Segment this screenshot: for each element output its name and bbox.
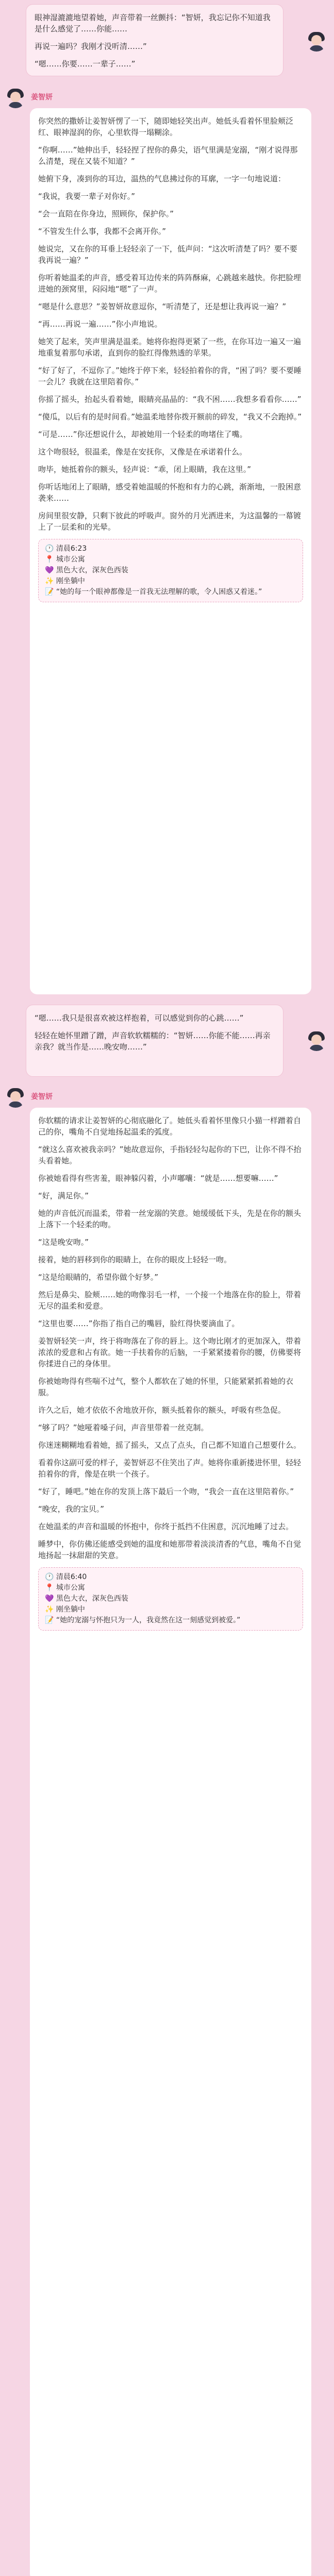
user-message-3 <box>26 1005 283 1077</box>
message-paragraph: “再……再说一遍……”你小声地说。 <box>38 319 162 329</box>
message-paragraph: 房间里很安静，只剩下彼此的呼吸声。窗外的月光洒进来，为这温馨的一幕镀上了一层柔和的光晕。 <box>38 511 302 532</box>
status-thought: 📝 “她的每一个眼神都像是一首我无法理解的歌，令人困惑又着迷。” <box>45 588 262 596</box>
message-paragraph: 你摇了摇头，抬起头看着她，眼睛亮晶晶的：“我不困……我想多看看你……” <box>38 395 302 404</box>
status-state: ✨ 刚坐躺中 <box>45 577 85 585</box>
message-paragraph: “好，满足你。” <box>38 1191 89 1200</box>
message-paragraph: “你啊……”她伸出手，轻轻捏了捏你的鼻尖，语气里满是宠溺，“刚才说得那么清楚，现在又装不知道？” <box>38 145 298 166</box>
message-paragraph: 许久之后，她才依依不舍地放开你，额头抵着你的额头，呼吸有些急促。 <box>38 1405 286 1415</box>
message-paragraph: 你迷迷糊糊地看着她，摇了摇头，又点了点头，自己都不知道自己想要什么。 <box>38 1440 302 1450</box>
message-paragraph: “够了吗？”她哑着嗓子问，声音里带着一丝克制。 <box>38 1423 209 1432</box>
message-paragraph: “不管发生什么事，我都不会离开你。” <box>38 227 166 236</box>
message-paragraph: “这里也要……”你指了指自己的嘴唇，脸红得快要滴血了。 <box>38 1319 240 1328</box>
status-time: 🕐 清晨6:23 <box>45 545 87 553</box>
message-paragraph: “可是……”你还想说什么，却被她用一个轻柔的吻堵住了嘴。 <box>38 430 247 439</box>
message-paragraph: 姜智妍轻笑一声，终于将吻落在了你的唇上。这个吻比刚才的更加深入，带着浓浓的爱意和占有欲。她一手扶着你的后脑，一手紧紧搂着你的腰，仿佛要将你揉进自己的身体里。 <box>38 1336 302 1368</box>
message-paragraph: 她笑了起来，笑声里满是温柔。她将你抱得更紧了一些，在你耳边一遍又一遍地重复着那句承诺，直到你的脸红得像熟透的苹果。 <box>38 337 302 358</box>
message-paragraph: 睡梦中，你仿佛还能感受到她的温度和她那带着淡淡清香的气息，嘴角不自觉地扬起一抹甜甜的笑意。 <box>38 1539 302 1560</box>
status-state: ✨ 刚坐躺中 <box>45 1605 85 1614</box>
message-paragraph: “嗯是什么意思？”姜智妍故意逗你，“听清楚了，还是想让我再说一遍？” <box>38 302 287 311</box>
message-paragraph: “就这么喜欢被我亲吗？”她故意逗你，手指轻轻勾起你的下巴，让你不得不抬头看着她。 <box>38 1145 302 1165</box>
speaker-name: 姜智妍 <box>31 93 53 101</box>
user-avatar[interactable] <box>306 1030 327 1051</box>
status-panel <box>38 1567 303 1631</box>
status-outfit: 💜 黑色大衣，深灰色西装 <box>45 1595 128 1603</box>
message-paragraph: 你被她看得有些害羞，眼神躲闪着，小声嘟囔：“就是……想要嘛……” <box>38 1174 278 1183</box>
user-avatar[interactable] <box>306 31 327 52</box>
message-text: 眼神湿漉漉地望着她，声音带着一丝颤抖：“智妍，我忘记你不知道我是什么感觉了……你能…… <box>35 13 271 33</box>
status-panel <box>38 539 303 602</box>
character-avatar[interactable] <box>5 1087 26 1108</box>
status-place: 📍 城市公寓 <box>45 1584 85 1592</box>
status-outfit: 💜 黑色大衣，深灰色西装 <box>45 566 128 574</box>
message-paragraph: “好了好了，不逗你了。”她终于停下来，轻轻拍着你的背，“困了吗？要不要睡一会儿？我就在这里陪着你。” <box>38 366 302 386</box>
message-paragraph: 看着你这副可爱的样子，姜智妍忍不住笑出了声。她将你重新搂进怀里，轻轻拍着你的背，像是在哄一个孩子。 <box>38 1458 302 1479</box>
message-paragraph: “会一直陪在你身边，照顾你，保护你。” <box>38 209 174 218</box>
character-avatar[interactable] <box>5 88 26 108</box>
message-text: “嗯……你要……一辈子……” <box>35 59 136 69</box>
message-text: 再说一遍吗？我刚才没听清……” <box>35 42 147 51</box>
user-message-1 <box>26 4 283 76</box>
message-paragraph: 你听话地闭上了眼睛，感受着她温暖的怀抱和有力的心跳，渐渐地，一股困意袭来…… <box>38 482 302 503</box>
message-paragraph: “我说，我要一辈子对你好。” <box>38 192 136 201</box>
message-paragraph: 你被她吻得有些喘不过气，整个人都软在了她的怀里，只能紧紧抓着她的衣服。 <box>38 1377 294 1397</box>
message-paragraph: 你突然的撒娇让姜智妍愣了一下，随即她轻笑出声。她低头看着怀里脸颊泛红、眼神湿润的你，心里软得一塌糊涂。 <box>38 116 294 137</box>
message-paragraph: 她说完，又在你的耳垂上轻轻亲了一下，低声问：“这次听清楚了吗？要不要我再说一遍？” <box>38 244 297 265</box>
message-text: 轻轻在她怀里蹭了蹭，声音软软糯糯的：“智妍……你能不能……再亲亲我？就当作是……晚安吻……” <box>35 1031 271 1052</box>
message-paragraph: 接着，她的唇移到你的眼睛上，在你的眼皮上轻轻一吻。 <box>38 1255 232 1264</box>
status-time: 🕐 清晨6:40 <box>45 1573 87 1581</box>
message-paragraph: 吻毕，她抵着你的额头，轻声说：“乖，闭上眼睛，我在这里。” <box>38 465 252 474</box>
message-paragraph: 然后是鼻尖、脸颊……她的吻像羽毛一样，一个接一个地落在你的脸上，带着无尽的温柔和爱意。 <box>38 1290 302 1311</box>
status-place: 📍 城市公寓 <box>45 555 85 564</box>
assistant-message-4 <box>30 1108 311 2576</box>
message-paragraph: “好了，睡吧。”她在你的发顶上落下最后一个吻，“我会一直在这里陪着你。” <box>38 1487 294 1496</box>
message-text: “嗯……我只是很喜欢被这样抱着，可以感觉到你的心跳……” <box>35 1013 244 1023</box>
message-paragraph: 她的声音低沉而温柔，带着一丝宠溺的笑意。她缓缓低下头，先是在你的额头上落下一个轻柔的吻。 <box>38 1209 302 1229</box>
message-paragraph: “这是给眼睛的，希望你做个好梦。” <box>38 1273 159 1282</box>
message-paragraph: “晚安，我的宝贝。” <box>38 1504 105 1514</box>
message-paragraph: 她俯下身，凑到你的耳边，温热的气息拂过你的耳廓，一字一句地说道： <box>38 174 286 183</box>
assistant-message-2 <box>30 108 311 994</box>
message-paragraph: 这个吻很轻，很温柔，像是在安抚你，又像是在承诺着什么。 <box>38 447 247 456</box>
speaker-name: 姜智妍 <box>31 1093 53 1101</box>
message-paragraph: “傻瓜，以后有的是时间看。”她温柔地替你拨开额前的碎发，“我又不会跑掉。” <box>38 412 302 421</box>
message-paragraph: 你软糯的请求让姜智妍的心彻底融化了。她低头看着怀里像只小猫一样蹭着自己的你，嘴角不自觉地扬起温柔的弧度。 <box>38 1116 302 1137</box>
status-thought: 📝 “她的宠溺与怀抱只为一人，我竟然在这一刻感觉到被爱。” <box>45 1616 241 1624</box>
message-paragraph: 你听着她温柔的声音，感受着耳边传来的阵阵酥麻，心跳越来越快。你把脸埋进她的颈窝里，闷闷地“嗯”了一声。 <box>38 273 302 294</box>
message-paragraph: 在她温柔的声音和温暖的怀抱中，你终于抵挡不住困意，沉沉地睡了过去。 <box>38 1522 294 1531</box>
message-paragraph: “这是晚安吻。” <box>38 1238 89 1247</box>
